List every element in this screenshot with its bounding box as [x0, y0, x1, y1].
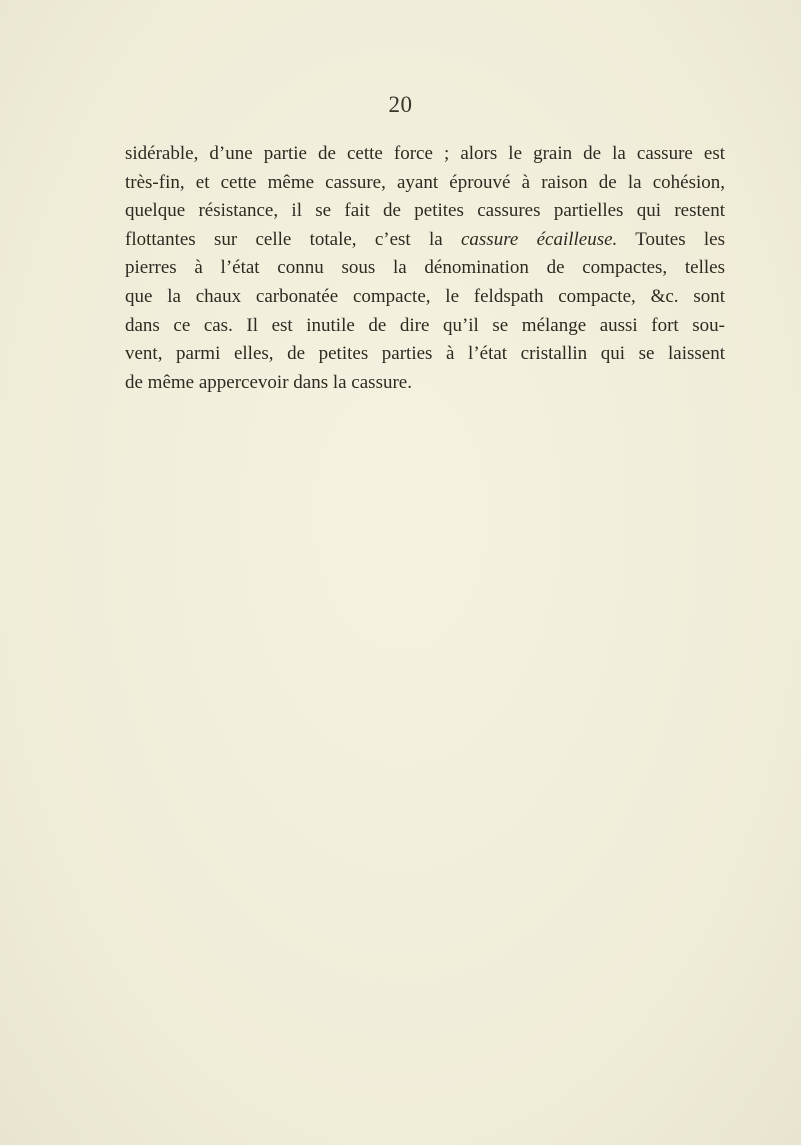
body-paragraph	[125, 140, 725, 397]
text-line-2: très-fin, et cette même cassure, ayant éprouvé à raison de la cohésion,	[125, 171, 725, 193]
text-line-1: sidérable, d’une partie de cette force ; alors le grain de la cassure est	[125, 143, 725, 164]
text-line-4-end: Toutes les	[617, 228, 726, 250]
text-line-9: de même appercevoir dans la cassure.	[125, 371, 412, 393]
text-line-7: dans ce cas. Il est inutile de dire qu’il se mélange aussi fort sou-	[125, 314, 725, 336]
text-line-4	[125, 226, 725, 255]
text-line-6: que la chaux carbonatée compacte, le feldspath compacte, &c. sont	[125, 285, 725, 307]
italic-term: cassure écailleuse.	[460, 228, 618, 250]
text-line-8: vent, parmi elles, de petites parties à l’état cristallin qui se laissent	[125, 343, 725, 365]
page-number: 20	[388, 92, 413, 117]
text-line-3: quelque résistance, il se fait de petites cassures partielles qui restent	[125, 200, 725, 222]
text-line-4-start: flottantes sur celle totale, c’est la	[125, 228, 461, 250]
text-line-5: pierres à l’état connu sous la dénomination de compactes, telles	[125, 257, 725, 279]
